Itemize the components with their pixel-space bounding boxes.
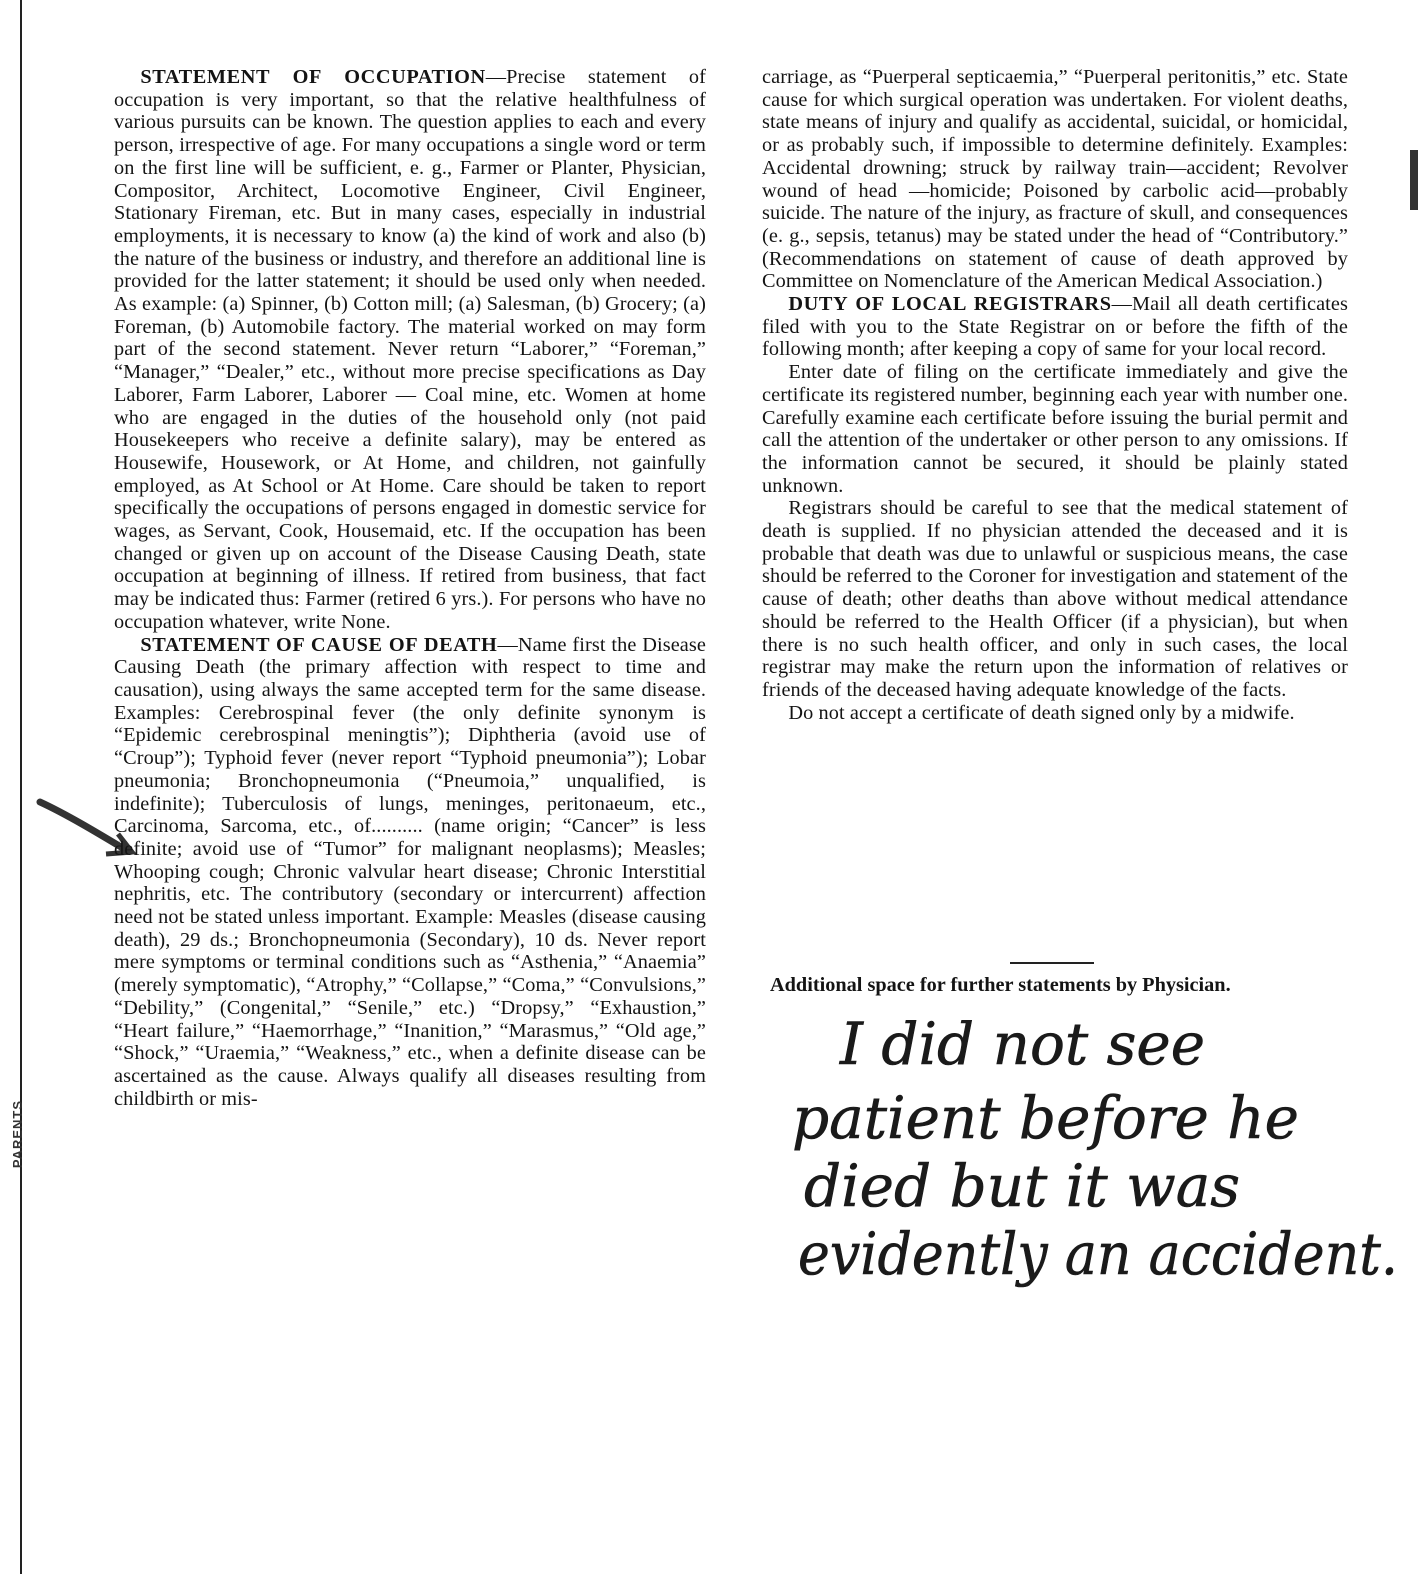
section-divider bbox=[1010, 962, 1094, 964]
right-column bbox=[762, 66, 1348, 724]
margin-side-text: PARENTS bbox=[10, 1100, 25, 1169]
local-registrars-text: —Mail all death certificates filed with you to the State Registrar on or before the fifth of the following month; after keeping a copy of same for your local record. bbox=[762, 293, 1348, 361]
cause-continuation-paragraph: carriage, as “Puerperal septicaemia,” “Puerperal peritonitis,” etc. State cause for which surgical operation was undertaken. For violent deaths, state means of injury and qualify as accidental, suicidal, or homicidal, or as probably such, if impossible to determine definitely. Examples: Accidental drowning; struck by railway train—accident; Revolver wound of head —homicide; Poisoned by carbolic acid—probably suicide. The nature of the injury, as fracture of skull, and consequences (e. g., sepsis, tetanus) may be stated under the head of “Contributory.” (Recommendations on statement of cause of death approved by Committee on Nomenclature of the American Medical Association.) bbox=[762, 66, 1348, 293]
cause-of-death-heading: STATEMENT OF CAUSE OF DEATH bbox=[140, 633, 498, 656]
left-page-edge bbox=[6, 0, 22, 1574]
midwife-paragraph: Do not accept a certificate of death signed only by a midwife. bbox=[788, 701, 1295, 724]
cause-of-death-text: —Name first the Disease Causing Death (the primary affection with respect to time and causation), using always the same accepted term for the same disease. Examples: Cerebrospinal fever (the only definite synonym is “Epidemic cerebrospinal meningtis”); Diphtheria (avoid use of “Croup”); Typhoid fever (never report “Typhoid pneumonia”); Lobar pneumonia; Bronchopneumonia (“Pneumoia,” unqualified, is indefinite); Tuberculosis of lungs, meninges, peritonaeum, etc., Carcinoma, Sarcoma, etc., of.......... (name origin; “Cancer” is less definite; avoid use of “Tumor” for malignant neoplasms); Measles; Whooping cough; Chronic valvular heart disease; Chronic Interstitial nephritis, etc. The contributory (secondary or intercurrent) affection need not be stated unless important. Example: Measles (disease causing death), 29 ds.; Bronchopneumonia (Secondary), 10 ds. Never report mere symptoms or terminal conditions such as “Asthenia,” “Anaemia” (merely symptomatic), “Atrophy,” “Collapse,” “Coma,” “Convulsions,” “Debility,” (Congenital,” “Senile,” etc.) “Dropsy,” “Exhaustion,” “Heart failure,” “Haemorrhage,” “Inanition,” “Marasmus,” “Old age,” “Shock,” “Uraemia,” “Weakness,” etc., when a definite disease can be ascertained as the cause. Always qualify all diseases resulting from childbirth or mis- bbox=[114, 633, 706, 1110]
medical-statement-paragraph: Registrars should be careful to see that the medical statement of death is supplied. If no physician attended the deceased and it is probable that death was due to unlawful or suspicious means, the case should be referred to the Coroner for investigation and statement of the cause of death; other deaths than above without medical attendance should be referred to the Health Officer (if a physician), but when there is no such health officer, and only in such cases, the local registrar may make the return upon the information of relatives or friends of the deceased having adequate knowledge of the facts. bbox=[762, 497, 1348, 701]
local-registrars-paragraph bbox=[762, 293, 1348, 361]
handwriting-line-4: evidently an accident. bbox=[798, 1220, 1398, 1288]
additional-space-label: Additional space for further statements by Physician. bbox=[770, 974, 1231, 996]
handwriting-line-1: I did not see bbox=[840, 1020, 1206, 1078]
local-registrars-heading: DUTY OF LOCAL REGISTRARS bbox=[788, 293, 1112, 316]
cause-of-death-paragraph bbox=[114, 634, 706, 1111]
occupation-text: —Precise statement of occupation is very important, so that the relative healthfulness of various pursuits can be known. The question applies to each and every person, irrespective of age. For many occupations a single word or term on the first line will be sufficient, e. g., Farmer or Planter, Physician, Compositor, Architect, Locomotive Engineer, Civil Engineer, Stationary Fireman, etc. But in many cases, especially in industrial employments, it is necessary to know (a) the kind of work and also (b) the nature of the business or industry, and therefore an additional line is provided for the latter statement; it should be used only when needed. As example: (a) Spinner, (b) Cotton mill; (a) Salesman, (b) Grocery; (a) Foreman, (b) Automobile factory. The material worked on may form part of the second statement. Never return “Laborer,” “Foreman,” “Manager,” “Dealer,” etc., without more precise specifications as Day Laborer, Farm Laborer, Laborer — Coal mine, etc. Women at home who are engaged in the duties of the household only (not paid Housekeepers who receive a definite salary), may be entered as Housewife, Housework, or At Home, and children, not gainfully employed, as At School or At Home. Care should be taken to report specifically the occupations of persons engaged in domestic service for wages, as Servant, Cook, Housemaid, etc. If the occupation has been changed or given up on account of the Disease Causing Death, state occupation at beginning of illness. If retired from business, that fact may be indicated thus: Farmer (retired 6 yrs.). For persons who have no occupation whatever, write None. bbox=[114, 66, 707, 633]
occupation-paragraph bbox=[114, 66, 706, 634]
filing-paragraph: Enter date of filing on the certificate immediately and give the certificate its registered number, beginning each year with number one. Carefully examine each certificate before issuing the burial permit and call the attention of the undertaker or other person to any omissions. If the information cannot be secured, it should be plainly stated unknown. bbox=[762, 361, 1348, 497]
handwriting-line-3: died but it was bbox=[804, 1152, 1241, 1220]
physician-handwritten-note bbox=[770, 1020, 1410, 1300]
occupation-heading: STATEMENT OF OCCUPATION bbox=[140, 66, 486, 88]
left-column bbox=[114, 66, 706, 1110]
right-page-edge bbox=[1410, 150, 1418, 210]
handwriting-line-2: patient before he bbox=[792, 1084, 1299, 1152]
